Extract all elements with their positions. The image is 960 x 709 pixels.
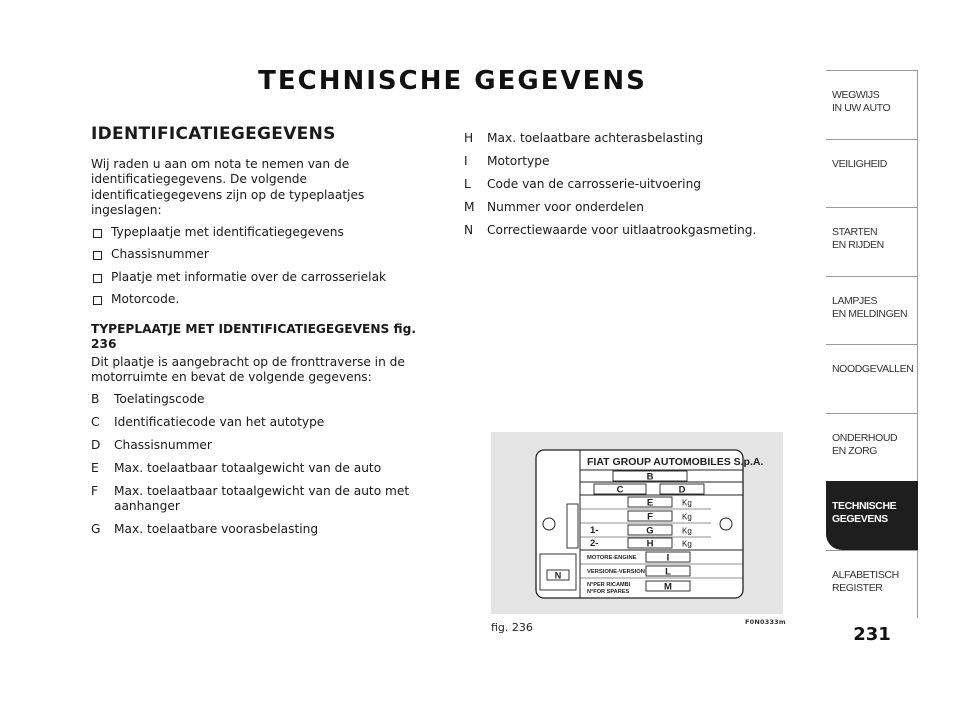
tab-onderhoud[interactable]: ONDERHOUD EN ZORG (826, 413, 918, 482)
field-c-label: C (616, 484, 624, 496)
field-b-label: B (646, 471, 654, 483)
tab-lampjes[interactable]: LAMPJES EN MELDINGEN (826, 276, 918, 345)
definition-list-left (91, 392, 436, 538)
axle-1-label: 1- (590, 525, 599, 536)
subheading: TYPEPLAATJE MET IDENTIFICATIEGEGEVENS fig. 236 (91, 321, 416, 351)
kg-unit-f: Kg (682, 512, 692, 522)
list-item: N Correctiewaarde voor uitlaatrookgasmeting. (464, 223, 757, 237)
plate-slot (567, 504, 578, 548)
list-item: Plaatje met informatie over de carrosserielak (91, 270, 436, 286)
list-item: G Max. toelaatbare voorasbelasting (91, 522, 319, 536)
ricambi-label-2: N°FOR SPARES (587, 589, 630, 595)
list-item: Typeplaatje met identificatiegegevens (91, 225, 436, 241)
tab-alfabetisch-register[interactable]: ALFABETISCH REGISTER (826, 550, 918, 619)
page-number: 231 (853, 624, 891, 645)
list-item: Motorcode. (91, 292, 436, 308)
list-item: B Toelatingscode (91, 391, 205, 406)
list-item: H Max. toelaatbare achterasbelasting (464, 131, 704, 145)
checkbox-square-icon (93, 251, 102, 260)
motore-engine-label: MOTORE-ENGINE (587, 555, 637, 561)
section-title: IDENTIFICATIEGEGEVENS (91, 124, 336, 144)
id-plate-drawing (491, 432, 783, 614)
definition-list-right (464, 131, 794, 239)
checkbox-square-icon (93, 274, 102, 283)
tab-noodgevallen[interactable]: NOODGEVALLEN (826, 344, 918, 413)
tab-wegwijs[interactable]: WEGWIJS IN UW AUTO (826, 70, 918, 139)
axle-2-label: 2- (590, 538, 599, 549)
chapter-tabs (826, 70, 918, 618)
plate-header: FIAT GROUP AUTOMOBILES S.p.A. (587, 456, 764, 468)
intro-paragraph: Wij raden u aan om nota te nemen van de identificatiegegevens. De volgende identificatiegegevens zijn op de typeplaatjes ingeslagen: (91, 156, 365, 217)
field-i-label: I (666, 552, 670, 564)
bullet-list (91, 225, 436, 308)
kg-unit-e: Kg (682, 498, 692, 508)
list-item: F Max. toelaatbaar totaalgewicht van de auto met aanhanger (91, 483, 410, 513)
left-column (91, 124, 436, 545)
rivet-left-icon (543, 518, 555, 530)
field-l-label: L (665, 566, 671, 578)
subheading-intro: Dit plaatje is aangebracht op de fronttraverse in de motorruimte en bevat de volgende gegevens: (91, 354, 405, 384)
tab-veiligheid[interactable]: VEILIGHEID (826, 139, 918, 208)
field-d-label: D (678, 484, 686, 496)
field-n-label: N (554, 570, 562, 581)
tab-technische-gegevens[interactable]: TECHNISCHE GEGEVENS (826, 481, 918, 550)
list-item: M Nummer voor onderdelen (464, 200, 645, 214)
tab-starten[interactable]: STARTEN EN RIJDEN (826, 207, 918, 276)
checkbox-square-icon (93, 229, 102, 238)
field-g-label: G (646, 525, 654, 537)
figure-code: F0N0333m (745, 618, 786, 626)
right-column (464, 131, 794, 246)
list-item: I Motortype (464, 154, 550, 168)
list-item: L Code van de carrosserie-uitvoering (464, 177, 702, 191)
versione-version-label: VERSIONE-VERSION (587, 569, 645, 575)
list-item: E Max. toelaatbaar totaalgewicht van de auto (91, 460, 382, 475)
figure-caption: fig. 236 (491, 621, 533, 634)
kg-unit-g: Kg (682, 526, 692, 536)
field-h-label: H (646, 538, 654, 550)
figure-plate-illustration (491, 432, 783, 614)
list-item: C Identificatiecode van het autotype (91, 414, 325, 429)
list-item: Chassisnummer (91, 247, 436, 263)
field-f-label: F (647, 511, 653, 523)
list-item: D Chassisnummer (91, 437, 212, 452)
field-m-label: M (664, 581, 672, 593)
checkbox-square-icon (93, 296, 102, 305)
page-title: TECHNISCHE GEGEVENS (258, 66, 647, 96)
kg-unit-h: Kg (682, 539, 692, 549)
ricambi-label-1: N°PER RICAMBI (587, 582, 631, 588)
rivet-right-icon (720, 518, 732, 530)
field-e-label: E (646, 497, 654, 509)
